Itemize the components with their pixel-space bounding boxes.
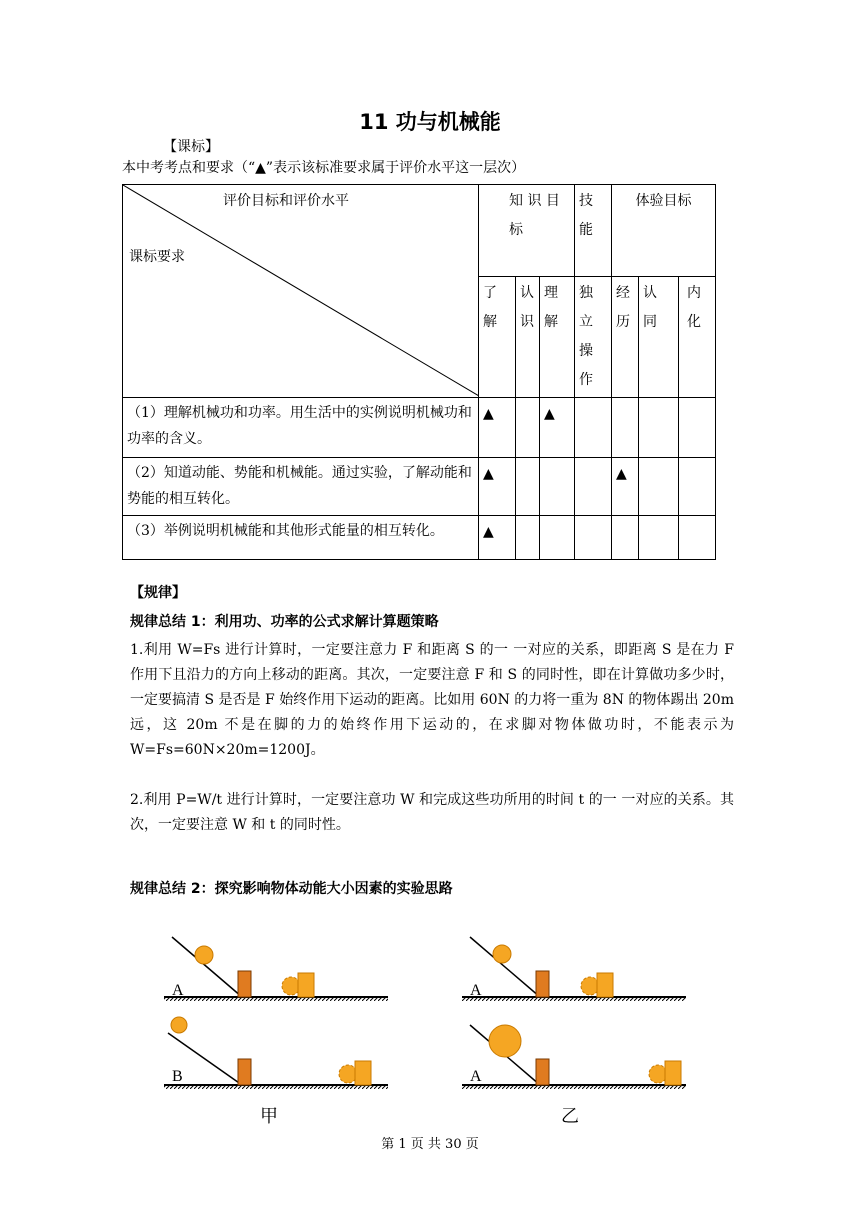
cart: [282, 977, 300, 995]
diagonal-line: [123, 185, 479, 396]
row-text: （1）理解机械功和功率。用生活中的实例说明机械功和功率的含义。: [123, 398, 479, 458]
row-text: （3）举例说明机械能和其他形式能量的相互转化。: [123, 516, 479, 560]
diag-bottom-label: 课标要求: [129, 249, 185, 265]
sub-header: 了解: [479, 277, 516, 398]
table-row: [123, 516, 716, 560]
mark-cell: [639, 458, 679, 516]
mark-cell: [516, 516, 540, 560]
setup-left-top: [164, 937, 388, 1001]
mark-cell: [612, 516, 639, 560]
table-row: [123, 458, 716, 516]
large-ball: [489, 1025, 521, 1057]
cart: [355, 1061, 371, 1085]
cart: [649, 1065, 667, 1083]
wood-block: [536, 1059, 549, 1085]
caption-yi: 乙: [561, 1106, 579, 1125]
ball: [195, 946, 213, 964]
page-title: 11 功与机械能: [359, 110, 501, 134]
sub-header: 经历: [612, 277, 639, 398]
mark-cell: [679, 398, 716, 458]
mark-cell: [639, 516, 679, 560]
wood-block: [238, 971, 251, 997]
cart: [298, 973, 314, 997]
label-b: B: [172, 1068, 183, 1085]
rule2-title: 规律总结 2：探究影响物体动能大小因素的实验思路: [130, 881, 453, 897]
sub-header: 理解: [540, 277, 575, 398]
setup-right-top: [462, 937, 686, 1001]
sub-header: 认同: [639, 277, 679, 398]
standards-table: [122, 184, 716, 560]
group-knowledge: 知 识 目 标: [479, 185, 575, 277]
cart: [597, 973, 613, 997]
sub-header: 内化: [679, 277, 716, 398]
mark-cell: [516, 398, 540, 458]
rule1-paragraph-2: 2.利用 P=W/t 进行计算时，一定要注意功 W 和完成这些功所用的时间 t 的一 一对应的关系。其次，一定要注意 W 和 t 的同时性。: [130, 792, 734, 833]
row-text: （2）知道动能、势能和机械能。通过实验，了解动能和势能的相互转化。: [123, 458, 479, 516]
mark-cell: [679, 516, 716, 560]
diag-top-label: 评价目标和评价水平: [223, 193, 349, 209]
mark-cell: ▲: [479, 398, 516, 458]
label-a: A: [172, 982, 184, 999]
page-footer: 第 1 页 共 30 页: [381, 1137, 479, 1152]
setup-left-bottom: [164, 1017, 388, 1089]
caption-jia: 甲: [260, 1106, 278, 1125]
intro-text: 本中考考点和要求（“▲”表示该标准要求属于评价水平这一层次）: [122, 160, 526, 176]
mark-cell: [575, 398, 612, 458]
mark-cell: ▲: [612, 458, 639, 516]
mark-cell: ▲: [479, 458, 516, 516]
label-a: A: [470, 982, 482, 999]
mark-cell: [639, 398, 679, 458]
wood-block: [238, 1059, 251, 1085]
cart: [339, 1065, 357, 1083]
mark-cell: ▲: [479, 516, 516, 560]
sub-header: 认识: [516, 277, 540, 398]
ball: [171, 1017, 187, 1033]
group-experience: 体验目标: [612, 185, 716, 277]
group-skill: 技 能: [575, 185, 612, 277]
label-a: A: [470, 1068, 482, 1085]
mark-cell: ▲: [540, 398, 575, 458]
mark-cell: [612, 398, 639, 458]
mark-cell: [540, 458, 575, 516]
mark-cell: [679, 458, 716, 516]
rule1-paragraph-1: 1.利用 W=Fs 进行计算时，一定要注意力 F 和距离 S 的一 一对应的关系，即距离 S 是在力 F 作用下且沿力的方向上移动的距离。其次，一定要注意 F 和 S 的同时性，即在计算做功多少时，一定要搞清 S 是否是 F 始终作用下运动的距离。比如用 60N 的力将一重为 8N 的物体踢出 20m 远，这 20m 不是在脚的力的始终作用下运动的，在求脚对物体做功时，不能表示为 W=Fs=60N×20m=1200J。: [130, 642, 734, 758]
cart: [665, 1061, 681, 1085]
table-row: [123, 398, 716, 458]
mark-cell: [516, 458, 540, 516]
experiment-figure: [158, 925, 718, 1125]
diagonal-header-cell: [123, 185, 479, 398]
wood-block: [536, 971, 549, 997]
rule1-title: 规律总结 1：利用功、功率的公式求解计算题策略: [130, 614, 439, 630]
ball: [493, 945, 511, 963]
mark-cell: [575, 458, 612, 516]
mark-cell: [540, 516, 575, 560]
sub-header: 独立操作: [575, 277, 612, 398]
kebiao-label: 【课标】: [163, 139, 219, 155]
setup-right-bottom: [462, 1025, 686, 1089]
mark-cell: [575, 516, 612, 560]
guilv-label: 【规律】: [130, 585, 186, 601]
cart: [581, 977, 599, 995]
